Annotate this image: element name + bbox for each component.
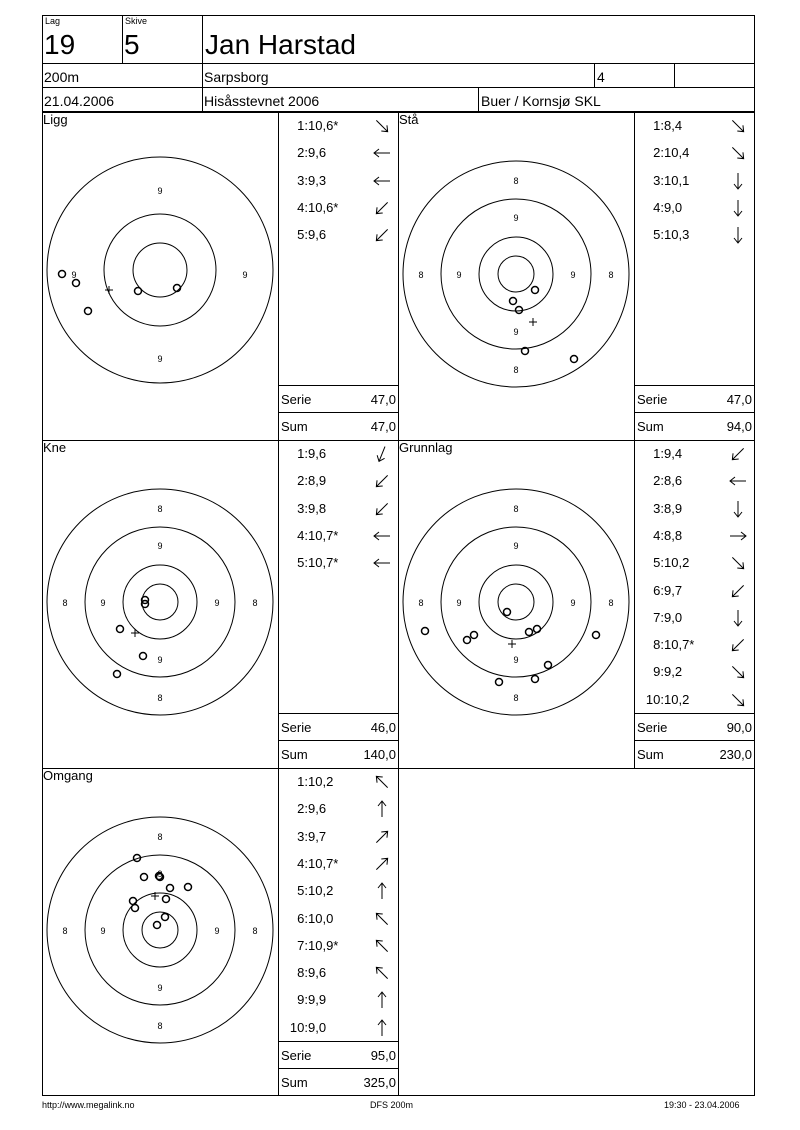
direction-arrow-icon <box>372 827 392 847</box>
serie-label-omgang: Serie <box>281 1048 312 1063</box>
ring-label: 9 <box>513 541 519 551</box>
shot-score: 10,2 <box>664 691 690 707</box>
header-divider <box>122 15 123 63</box>
shot-row <box>280 118 348 133</box>
panel-title-omgang: Omgang <box>43 768 93 783</box>
shot-score: 8,8 <box>664 527 683 543</box>
shot-hole <box>185 884 192 891</box>
shot-number: 7: <box>653 609 664 625</box>
header-divider <box>478 87 479 112</box>
shot-hole <box>593 632 600 639</box>
ring-label: 9 <box>71 270 77 280</box>
shot-hole <box>571 356 578 363</box>
shot-score: 9,6 <box>308 227 327 243</box>
distance: 200m <box>44 69 80 85</box>
sum-value-kne: 140,0 <box>363 747 396 762</box>
shot-score: 9,6 <box>308 965 327 981</box>
serie-value-grunnlag: 90,0 <box>726 720 752 735</box>
shot-row <box>636 583 704 598</box>
target-kne <box>42 478 278 718</box>
shot-row <box>636 200 704 215</box>
region: Sarpsborg <box>204 69 269 85</box>
grid-line <box>278 740 398 741</box>
shot-number: 3: <box>653 500 664 516</box>
ring-label: 8 <box>513 504 519 514</box>
direction-arrow-icon <box>372 444 392 464</box>
sum-value-omgang: 325,0 <box>363 1075 396 1090</box>
shot-hole <box>130 898 137 905</box>
shot-number: 10: <box>645 691 664 707</box>
shot-row <box>280 501 348 516</box>
shot-number: 3: <box>297 500 308 516</box>
direction-arrow-icon <box>728 581 748 601</box>
shot-score: 9,6 <box>308 801 327 817</box>
shot-number: 5: <box>653 555 664 571</box>
ring-label: 9 <box>157 655 163 665</box>
direction-arrow-icon <box>372 553 392 573</box>
shot-number: 1: <box>653 118 664 133</box>
target-sta <box>398 150 634 390</box>
club-name: Buer / Kornsjø SKL <box>481 93 601 109</box>
direction-arrow-icon <box>372 471 392 491</box>
shot-row <box>280 911 348 926</box>
ring-label: 8 <box>513 176 519 186</box>
shot-row <box>280 965 348 980</box>
header-divider <box>594 63 595 87</box>
direction-arrow-icon <box>372 881 392 901</box>
shot-hole <box>534 626 541 633</box>
shot-score: 9,7 <box>664 582 683 598</box>
shot-row <box>280 227 348 242</box>
sum-value-ligg: 47,0 <box>370 419 396 434</box>
shot-hole <box>526 629 533 636</box>
header-divider <box>674 63 675 87</box>
panel-title-grunnlag: Grunnlag <box>399 440 453 455</box>
shot-number: 2: <box>297 473 308 489</box>
direction-arrow-icon <box>728 471 748 491</box>
ring-label: 8 <box>252 598 258 608</box>
ring-label: 8 <box>418 270 424 280</box>
shot-number: 8: <box>297 965 308 981</box>
shot-score: 9,0 <box>664 199 683 215</box>
direction-arrow-icon <box>728 225 748 245</box>
serie-value-ligg: 47,0 <box>370 392 396 407</box>
direction-arrow-icon <box>372 499 392 519</box>
shot-score: 10,6* <box>308 118 339 133</box>
shot-number: 1: <box>297 774 308 789</box>
shot-row <box>280 829 348 844</box>
shot-number: 9: <box>653 664 664 680</box>
shot-number: 9: <box>297 992 308 1008</box>
direction-arrow-icon <box>728 198 748 218</box>
shot-hole <box>532 287 539 294</box>
ring-label: 9 <box>214 926 220 936</box>
shot-number: 1: <box>297 446 308 461</box>
shot-hole <box>140 653 147 660</box>
direction-arrow-icon <box>372 854 392 874</box>
ring-label: 9 <box>157 983 163 993</box>
ring-label: 9 <box>570 598 576 608</box>
target-ring <box>498 584 534 620</box>
field-4: 4 <box>597 69 605 85</box>
grid-line <box>634 713 755 714</box>
target-ring <box>104 214 216 326</box>
grid-line <box>278 112 279 1096</box>
shot-score: 10,2 <box>664 555 690 571</box>
shot-score: 10,9* <box>308 937 339 953</box>
shot-hole <box>464 637 471 644</box>
shot-score: 9,7 <box>308 828 327 844</box>
target-ring <box>142 912 178 948</box>
serie-label-grunnlag: Serie <box>637 720 668 735</box>
shot-row <box>636 227 704 242</box>
event-name: Hisåsstevnet 2006 <box>204 93 320 109</box>
shot-number: 3: <box>297 828 308 844</box>
direction-arrow-icon <box>728 116 748 136</box>
direction-arrow-icon <box>372 799 392 819</box>
shot-row <box>636 610 704 625</box>
target-ring <box>403 489 629 715</box>
shot-number: 6: <box>297 910 308 926</box>
direction-arrow-icon <box>728 635 748 655</box>
shot-row <box>280 555 348 570</box>
shot-number: 4: <box>297 199 308 215</box>
shot-row <box>280 801 348 816</box>
direction-arrow-icon <box>728 690 748 710</box>
shot-row <box>636 118 704 133</box>
ring-label: 8 <box>513 365 519 375</box>
shot-score: 8,9 <box>664 500 683 516</box>
shot-hole <box>141 874 148 881</box>
ring-label: 8 <box>157 832 163 842</box>
direction-arrow-icon <box>728 526 748 546</box>
ring-label: 9 <box>157 869 163 879</box>
ring-label: 8 <box>157 693 163 703</box>
shot-score: 10,7* <box>664 637 695 653</box>
shot-score: 10,0 <box>308 910 334 926</box>
shot-row <box>636 664 704 679</box>
direction-arrow-icon <box>372 225 392 245</box>
target-ring <box>47 489 273 715</box>
skive-label: Skive <box>125 16 148 26</box>
direction-arrow-icon <box>728 553 748 573</box>
shot-hole <box>114 671 121 678</box>
grid-line <box>278 1041 398 1042</box>
shot-row <box>636 446 704 461</box>
grid-line <box>398 768 399 1096</box>
shot-number: 7: <box>297 937 308 953</box>
shot-score: 9,6 <box>308 446 327 461</box>
sum-label-ligg: Sum <box>281 419 308 434</box>
shot-number: 5: <box>297 555 308 571</box>
footer-url: http://www.megalink.no <box>42 1100 135 1110</box>
shot-hole <box>167 885 174 892</box>
shot-score: 9,8 <box>308 500 327 516</box>
shot-row <box>636 528 704 543</box>
direction-arrow-icon <box>372 1018 392 1038</box>
shot-row <box>280 883 348 898</box>
ring-label: 9 <box>100 598 106 608</box>
shot-number: 1: <box>653 446 664 461</box>
sum-label-grunnlag: Sum <box>637 747 664 762</box>
target-ligg <box>42 150 278 390</box>
ring-label: 9 <box>157 354 163 364</box>
shot-number: 6: <box>653 582 664 598</box>
shot-row <box>280 528 348 543</box>
footer-timestamp: 19:30 - 23.04.2006 <box>664 1100 740 1110</box>
footer-center: DFS 200m <box>370 1100 414 1110</box>
ring-label: 9 <box>157 186 163 196</box>
shot-number: 4: <box>297 855 308 871</box>
shot-score: 9,0 <box>664 609 683 625</box>
shot-hole <box>510 298 517 305</box>
direction-arrow-icon <box>372 990 392 1010</box>
shot-number: 8: <box>653 637 664 653</box>
ring-label: 9 <box>456 598 462 608</box>
shot-row <box>636 692 704 707</box>
shot-row <box>636 145 704 160</box>
shot-row <box>636 501 704 516</box>
shot-score: 10,1 <box>664 172 690 188</box>
shot-score: 10,4 <box>664 145 690 161</box>
shot-hole <box>471 632 478 639</box>
shot-score: 10,7* <box>308 855 339 871</box>
shot-score: 9,6 <box>308 145 327 161</box>
shot-hole <box>163 896 170 903</box>
shot-hole <box>154 922 161 929</box>
ring-label: 9 <box>242 270 248 280</box>
lag-value: 19 <box>44 29 76 60</box>
sum-label-kne: Sum <box>281 747 308 762</box>
shot-score: 8,9 <box>308 473 327 489</box>
date: 21.04.2006 <box>44 93 115 109</box>
shot-score: 10,2 <box>308 883 334 899</box>
shot-number: 2: <box>653 145 664 161</box>
target-grunnlag <box>398 478 634 718</box>
shot-hole <box>132 905 139 912</box>
shot-row <box>280 1020 348 1035</box>
direction-arrow-icon <box>372 526 392 546</box>
grid-line <box>278 385 398 386</box>
direction-arrow-icon <box>728 608 748 628</box>
ring-label: 8 <box>418 598 424 608</box>
target-ring <box>47 817 273 1043</box>
shot-hole <box>422 628 429 635</box>
grid-line <box>278 1068 398 1069</box>
ring-label: 9 <box>570 270 576 280</box>
shot-row <box>636 473 704 488</box>
shot-hole <box>117 626 124 633</box>
ring-label: 8 <box>608 598 614 608</box>
direction-arrow-icon <box>728 662 748 682</box>
shot-number: 1: <box>297 118 308 133</box>
direction-arrow-icon <box>372 936 392 956</box>
serie-label-ligg: Serie <box>281 392 312 407</box>
direction-arrow-icon <box>728 143 748 163</box>
ring-label: 8 <box>513 693 519 703</box>
shot-number: 2: <box>297 801 308 817</box>
direction-arrow-icon <box>372 909 392 929</box>
shooter-name: Jan Harstad <box>205 29 356 60</box>
direction-arrow-icon <box>728 171 748 191</box>
target-omgang <box>42 806 278 1046</box>
serie-value-sta: 47,0 <box>726 392 752 407</box>
direction-arrow-icon <box>372 116 392 136</box>
shot-number: 2: <box>297 145 308 161</box>
ring-label: 9 <box>513 327 519 337</box>
shot-score: 8,4 <box>664 118 683 133</box>
shot-score: 10,7* <box>308 555 339 571</box>
sum-label-sta: Sum <box>637 419 664 434</box>
serie-label-sta: Serie <box>637 392 668 407</box>
shot-hole <box>73 280 80 287</box>
shot-row <box>280 938 348 953</box>
shot-row <box>280 200 348 215</box>
shot-score: 9,9 <box>308 992 327 1008</box>
ring-label: 8 <box>157 504 163 514</box>
shot-number: 4: <box>653 527 664 543</box>
shot-hole <box>59 271 66 278</box>
direction-arrow-icon <box>372 171 392 191</box>
sum-value-grunnlag: 230,0 <box>719 747 752 762</box>
shot-hole <box>516 307 523 314</box>
direction-arrow-icon <box>728 499 748 519</box>
ring-label: 9 <box>513 213 519 223</box>
shot-number: 4: <box>653 199 664 215</box>
shot-row <box>636 173 704 188</box>
shot-score: 9,4 <box>664 446 683 461</box>
ring-label: 9 <box>157 541 163 551</box>
ring-label: 8 <box>252 926 258 936</box>
shot-hole <box>135 288 142 295</box>
direction-arrow-icon <box>372 963 392 983</box>
shot-score: 10,3 <box>664 227 690 243</box>
shot-row <box>280 992 348 1007</box>
ring-label: 9 <box>214 598 220 608</box>
shot-row <box>636 637 704 652</box>
shot-row <box>280 473 348 488</box>
panel-title-sta: Stå <box>399 112 419 127</box>
serie-value-kne: 46,0 <box>370 720 396 735</box>
header-divider <box>42 87 755 88</box>
grid-line <box>278 412 398 413</box>
ring-label: 8 <box>157 1021 163 1031</box>
shot-hole <box>532 676 539 683</box>
shot-row <box>280 774 348 789</box>
grid-line <box>278 713 398 714</box>
sum-label-omgang: Sum <box>281 1075 308 1090</box>
panel-title-kne: Kne <box>43 440 67 455</box>
direction-arrow-icon <box>372 198 392 218</box>
ring-label: 8 <box>62 598 68 608</box>
skive-value: 5 <box>124 29 140 60</box>
target-ring <box>498 256 534 292</box>
shot-row <box>280 856 348 871</box>
serie-label-kne: Serie <box>281 720 312 735</box>
shot-number: 5: <box>297 227 308 243</box>
grid-line <box>634 412 755 413</box>
shot-number: 4: <box>297 527 308 543</box>
shot-hole <box>85 308 92 315</box>
shot-hole <box>545 662 552 669</box>
direction-arrow-icon <box>372 143 392 163</box>
ring-label: 8 <box>62 926 68 936</box>
shot-row <box>280 446 348 461</box>
target-ring <box>123 565 197 639</box>
direction-arrow-icon <box>372 772 392 792</box>
shot-number: 3: <box>653 172 664 188</box>
shot-score: 10,7* <box>308 527 339 543</box>
shot-score: 9,2 <box>664 664 683 680</box>
shot-score: 9,0 <box>308 1019 327 1035</box>
shot-hole <box>496 679 503 686</box>
shot-number: 3: <box>297 172 308 188</box>
header-divider <box>42 63 755 64</box>
shot-row <box>280 173 348 188</box>
target-ring <box>479 565 553 639</box>
shot-hole <box>504 609 511 616</box>
shot-score: 9,3 <box>308 172 327 188</box>
lag-label: Lag <box>45 16 61 26</box>
grid-line <box>634 740 755 741</box>
ring-label: 9 <box>100 926 106 936</box>
direction-arrow-icon <box>728 444 748 464</box>
shot-hole <box>162 914 169 921</box>
ring-label: 8 <box>608 270 614 280</box>
shot-number: 10: <box>289 1019 308 1035</box>
shot-score: 10,2 <box>308 774 334 789</box>
shot-number: 5: <box>297 883 308 899</box>
serie-value-omgang: 95,0 <box>370 1048 396 1063</box>
panel-title-ligg: Ligg <box>43 112 68 127</box>
ring-label: 9 <box>456 270 462 280</box>
ring-label: 9 <box>513 655 519 665</box>
shot-number: 5: <box>653 227 664 243</box>
shot-row <box>280 145 348 160</box>
grid-line <box>634 385 755 386</box>
shot-score: 8,6 <box>664 473 683 489</box>
shot-number: 2: <box>653 473 664 489</box>
target-ring <box>403 161 629 387</box>
shot-row <box>636 555 704 570</box>
shot-score: 10,6* <box>308 199 339 215</box>
sum-value-sta: 94,0 <box>726 419 752 434</box>
